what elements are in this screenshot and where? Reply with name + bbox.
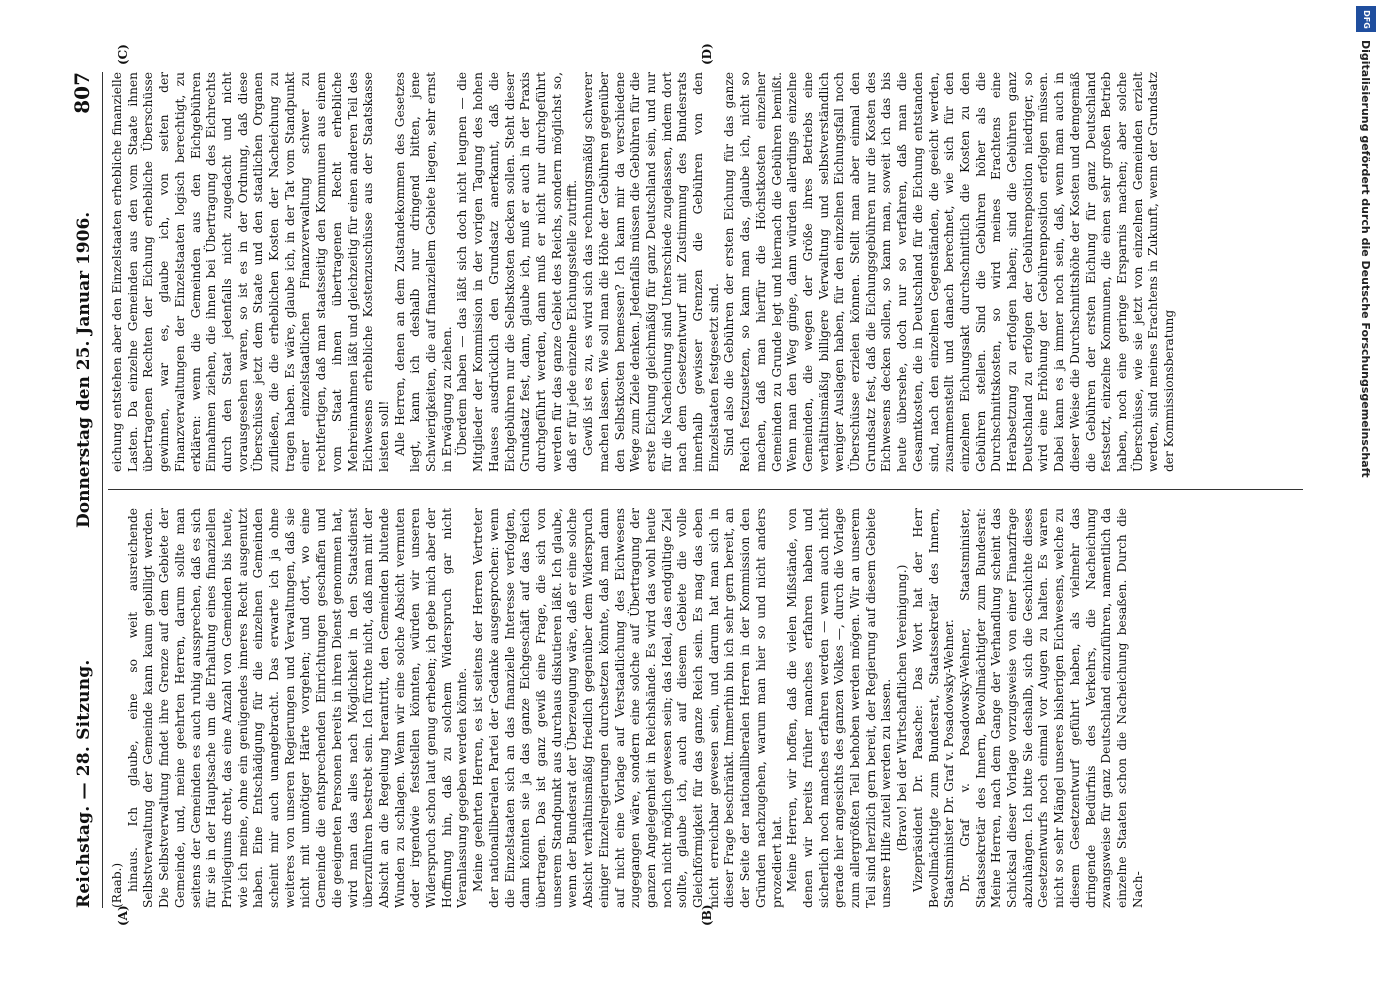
speaker-intro: Dr. Graf v. Posadowsky-Wehner, Staatsminister, Staatssekretär des Innern, Bevollmächtigter zum Bundesrat: Meine Herren, nach dem Gange der Verhandlung scheint das Schicksal dieser Vorlage vorzugsweise von einer Finanzfrage abzuhängen. Ich bitte Sie deshalb, sich die Geschichte dieses Gesetzentwurfs noch einmal vor Augen zu halten. Es waren nicht so sehr Mängel unseres bisherigen Eichwesens, welche zu diesem Gesetzentwurf geführt haben, als vielmehr das dringende Bedürfnis des Verkehrs, die Nacheichung zwangsweise für ganz Deutschland einzuführen, namentlich da einzelne Staaten schon die Nacheichung besaßen. Durch die Nach-: [957, 508, 1145, 908]
applause-note: (Bravo! bei der Wirtschaftlichen Vereinigung.): [895, 564, 910, 852]
dfg-logo: [1356, 6, 1376, 32]
paragraph: Gewiß ist es zu, es wird sich das rechnungsmäßig schwerer machen lassen. Wie soll man die Höhe der Gebühren gegenüber den Selbstkosten bemessen? Ich kann mir da verschiedene Wege zum Ziele denken. Jedenfalls müssen die Gebühren für die erste Eichung gleichmäßig für ganz Deutschland sein, und nur für die Nacheichung sind Unterschiede zugelassen, indem dort nach dem Gesetzentwurf mit Zustimmung des Bundesrats innerhalb gewisser Grenzen die Gebühren von den Einzelstaaten festgesetzt sind.: [581, 72, 721, 472]
left-column: [110, 508, 1300, 908]
header-rule: [102, 72, 103, 908]
president-statement: Vizepräsident Dr. Paasche: Das Wort hat der Herr Bevollmächtigte zum Bundesrat, Staatssekretär des Innern, Staatsminister Dr. Graf v. Posadowsky-Wehner.: [910, 508, 957, 908]
header-session: Reichstag. — 28. Sitzung.: [74, 659, 94, 908]
margin-label-a: (A): [116, 905, 130, 926]
margin-label-d: (D): [700, 43, 714, 65]
speaker-tag: (Raab.): [110, 862, 124, 908]
page-header: [62, 72, 102, 908]
paragraph: Überdem haben — das läßt sich doch nicht leugnen — die Mitglieder der Kommission in der vorigen Tagung des hohen Hauses ausdrücklich den Grundsatz anerkannt, daß die Eichgebühren nur die Selbstkosten decken sollen. Steht dieser Grundsatz fest, dann, glaube ich, muß er auch in der Praxis durchgeführt werden, dann muß er nicht nur durchgeführt werden für das ganze Gebiet des Reichs, sondern möglichst so, daß er für jede einzelne Eichungsstelle zutrifft.: [455, 72, 580, 472]
paragraph: hinaus. Ich glaube, eine so weit ausreichende Selbstverwaltung der Gemeinde kann kaum gebilligt werden. Die Selbstverwaltung findet ihre Grenze auf dem Gebiete der Gemeinde, und, meine geehrten Herren, darum sollte man seitens der Gemeinden es auch ruhig aussprechen, daß es sich für sie in der Hauptsache um die Erhaltung eines finanziellen Privilegiums dreht, das eine Anzahl von Gemeinden bis heute, wie ich meine, ohne ein genügendes inneres Recht ausgenutzt haben. Eine Entschädigung für die einzelnen Gemeinden scheint mir auch unangebracht. Das erwarte ich ja ohne weiteres von unseren Regierungen und Verwaltungen, daß sie nicht mit unnötiger Härte vorgehen; und dort, wo eine Gemeinde die entsprechenden Einrichtungen geschaffen und die geeigneten Personen bereits in ihren Dienst genommen hat, wird man das alles nach Möglichkeit in den Staatsdienst überzuführen bestrebt sein. Ich fürchte nicht, daß man mit der Absicht an die Regelung herantritt, den Gemeinden blutende Wunden zu schlagen. Wenn wir eine solche Absicht vermuten oder irgendwie feststellen könnten, würden wir unseren Widerspruch schon laut genug erheben; ich gebe mich aber der Hoffnung hin, daß zu solchem Widerspruch gar nicht Veranlassung gegeben werden könnte.: [125, 508, 470, 908]
digitization-note: [1348, 40, 1378, 960]
margin-label-b: (B): [700, 904, 714, 926]
digitization-note-text: Digitalisierung gefördert durch die Deutsche Forschungsgemeinschaft: [1359, 40, 1372, 478]
paragraph: Meine geehrten Herren, es ist seitens der Herren Vertreter der nationalliberalen Partei der Gedanke ausgesprochen: wenn die Einzelstaaten sich an das finanzielle Interesse verfolgten, dann könnten sie ja das ganze Eichgeschäft auf das Reich übertragen. Das ist ganz gewiß eine Frage, die sich von unserem Standpunkt aus durchaus diskutieren läßt. Ich glaube, wenn der Bundesrat der Überzeugung wäre, daß er eine solche Absicht verhältnismäßig friedlich gegenüber dem Widerspruch einiger Einzelregierungen durchsetzen könnte, daß man dann auf nicht eine Vorlage auf Verstaatlichung des Eichwesens zugegangen wäre, sondern eine solche auf Übertragung der ganzen Angelegenheit in Reichshände. Es wird das wohl heute noch nicht möglich gewesen sein; das Ideal, das endgültige Ziel sollte, glaube ich, auch auf diesem Gebiete die volle Gleichförmigkeit für das ganze Reich sein. Es mag das eben nicht erreichbar gewesen sein, und darum hat man sich in dieser Frage beschränkt. Immerhin bin ich sehr gern bereit, an der Seite der nationalliberalen Herren in der Kommission den Gründen nachzugehen, warum man hier so und nicht anders prozediert hat.: [471, 508, 784, 908]
margin-label-c: (C): [116, 44, 130, 65]
paragraph: Alle Herren, denen an dem Zustandekommen des Gesetzes liegt, kann ich deshalb nur dringend bitten, jene Schwierigkeiten, die auf finanziellem Gebiete liegen, sehr ernst in Erwägung zu ziehen.: [392, 72, 454, 472]
paragraph: Sind also die Gebühren der ersten Eichung für das ganze Reich festzusetzen, so kann man das, glaube ich, nicht so machen, daß man hierfür die Höchstkosten einzelner Gemeinden zu Grunde legt und hiernach die Gebühren bemißt. Wenn man den Weg ginge, dann würden allerdings einzelne Gemeinden, die wegen der Größe ihres Betriebs eine verhältnismäßig billigere Verwaltung und selbstverständlich weniger Auslagen haben, für den einzelnen Eichungsfall noch Überschüsse erzielen können. Stellt man aber einmal den Grundsatz fest, daß die Eichungsgebühren nur die Kosten des Eichwesens decken sollen, so kann man, soweit ich das bis heute übersehe, doch nur so verfahren, daß man die Gesamtkosten, die in Deutschland für die Eichung entstanden sind, nach den einzelnen Gegenständen, die geeicht werden, zusammenstellt und danach berechnet, wie sich für den einzelnen Eichungsakt durchschnittlich die Kosten zu den Gebühren stellen. Sind die Gebühren höher als die Durchschnittskosten, so wird meines Erachtens eine Herabsetzung zu erfolgen haben; sind die Gebühren ganz Deutschland zu erfolgen der Gebührenposition niedriger, so wird eine Erhöhung der Gebührenposition erfolgen müssen. Dabei kann es ja immer noch sein, daß, wenn man auch in dieser Weise die Durchschnittshöhe der Kosten und demgemäß die Gebühren der ersten Eichung für ganz Deutschland festsetzt, einzelne Kommunen, die einen sehr großen Betrieb haben, noch eine geringe Ersparnis machen; aber solche Überschüsse, wie sie jetzt von einzelnen Gemeinden erzielt werden, sind meines Erachtens in Zukunft, wenn der Grundsatz der Kommissionsberatung: [722, 72, 1177, 472]
header-date: Donnerstag den 25. Januar 1906.: [74, 211, 94, 528]
right-column: [110, 72, 1300, 472]
paragraph: eichung entstehen aber den Einzelstaaten erhebliche finanzielle Lasten. Da einzelne Gemeinden aus den vom Staate ihnen übertragenen Rechten der Eichung erhebliche Überschüsse gewinnen, war es, glaube ich, von seiten der Finanzverwaltungen der Einzelstaaten logisch berechtigt, zu erklären: wenn die Gemeinden aus den Eichgebühren Einnahmen ziehen, die ihnen bei Übertragung des Eichrechts durch den Staat jedenfalls nicht zugedacht und nicht vorausgesehen waren, so ist es in der Ordnung, daß diese Überschüsse jetzt dem Staate und den staatlichen Organen zufließen, die die erheblichen Kosten der Nacheichung zu tragen haben. Es wäre, glaube ich, in der Tat vom Standpunkt einer einzelstaatlichen Finanzverwaltung schwer zu rechtfertigen, daß man staatsseitig den Kommunen aus einem vom Staat ihnen übertragenen Recht erhebliche Mehreinnahmen läßt und gleichzeitig für einen anderen Teil des Eichwesens erhebliche Kostenzuschüsse aus der Staatskasse leisten soll!: [110, 72, 391, 472]
page-number: 807: [70, 72, 94, 114]
paragraph: Meine Herren, wir hoffen, daß die vielen Mißstände, von denen wir bereits früher manches erfahren haben und sicherlich noch manches erfahren werden — wenn auch nicht gerade hier angesichts des ganzen Volkes —, durch die Vorlage zum allergrößten Teil behoben werden mögen. Wir an unserem Teil sind herzlich gern bereit, der Regierung auf diesem Gebiete unsere Hilfe zuteil werden zu lassen.: [785, 508, 894, 908]
dfg-logo-text: DFG: [1361, 9, 1371, 29]
column-divider: [108, 489, 1303, 490]
